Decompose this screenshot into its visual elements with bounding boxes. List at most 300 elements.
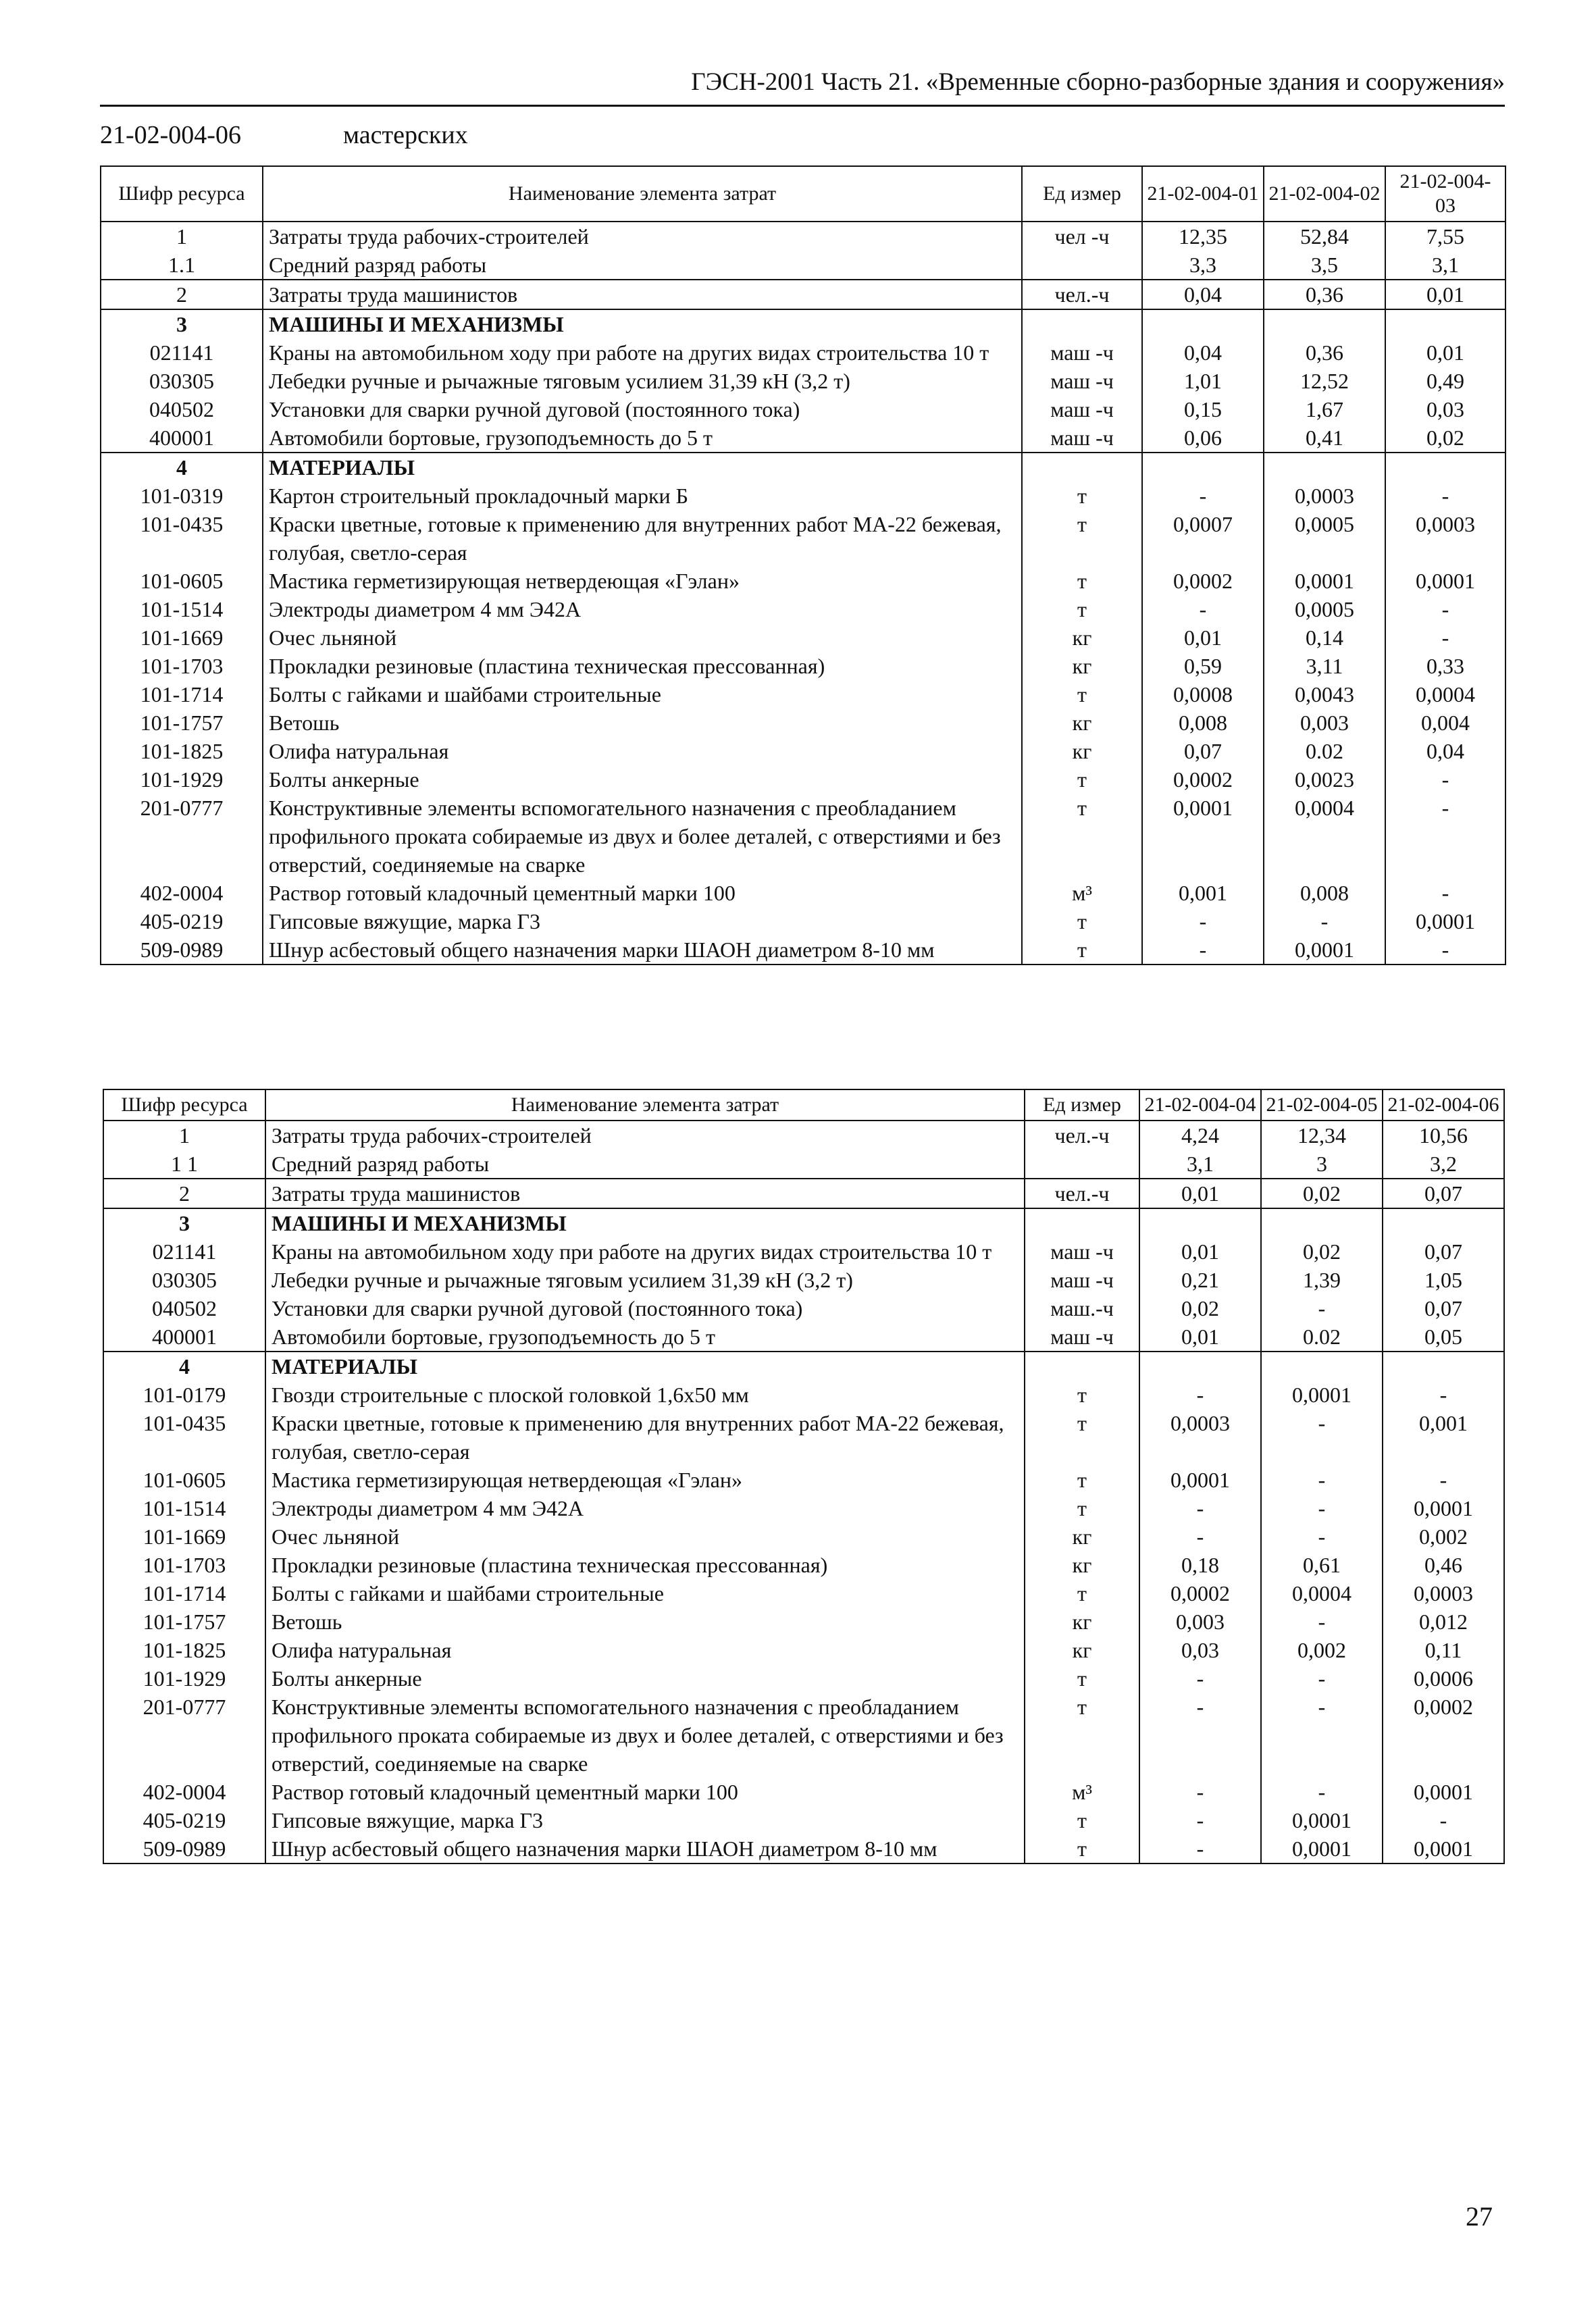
cost-table-2 (103, 1089, 1505, 1864)
norm-value: 0,0001 (1385, 567, 1505, 595)
norm-value: 0,001 (1383, 1409, 1504, 1466)
cost-element-name: Краски цветные, готовые к применению для внутренних работ МА-22 бежевая, голубая, светло-серая (265, 1409, 1025, 1466)
norm-value: - (1385, 765, 1505, 794)
norm-value: 0,01 (1142, 623, 1264, 652)
norm-value: 0,01 (1385, 338, 1505, 367)
unit-cell: т (1022, 935, 1142, 965)
norm-value: 0,07 (1383, 1179, 1504, 1208)
norm-value: 0,003 (1264, 709, 1385, 737)
table-row (103, 1636, 1504, 1664)
table-row (103, 1693, 1504, 1778)
top-code: 21-02-004-06 (100, 121, 241, 149)
norm-value: 3,2 (1383, 1150, 1504, 1179)
unit-cell: т (1022, 765, 1142, 794)
table-row (103, 1381, 1504, 1409)
table-row (103, 1608, 1504, 1636)
table-body (101, 222, 1505, 965)
norm-value: 0,012 (1383, 1608, 1504, 1636)
resource-code: 030305 (103, 1266, 265, 1294)
table-row (101, 879, 1505, 907)
norm-value: - (1261, 1494, 1383, 1522)
norm-value: 0,008 (1264, 879, 1385, 907)
unit-cell: кг (1022, 623, 1142, 652)
cost-element-name: Электроды диаметром 4 мм Э42А (263, 595, 1022, 623)
resource-code: 402-0004 (103, 1778, 265, 1806)
table-row (103, 1266, 1504, 1294)
resource-code: 040502 (103, 1294, 265, 1322)
norm-value: 3,3 (1142, 251, 1264, 280)
norm-value: 0,0002 (1142, 567, 1264, 595)
resource-code: 101-0179 (103, 1381, 265, 1409)
norm-value: 0,01 (1139, 1322, 1261, 1352)
resource-code: 4 (103, 1352, 265, 1381)
cost-element-name: Средний разряд работы (265, 1150, 1025, 1179)
norm-value: 0,0006 (1383, 1664, 1504, 1693)
unit-cell: кг (1025, 1608, 1139, 1636)
table-row (101, 280, 1505, 309)
unit-cell: м³ (1025, 1778, 1139, 1806)
norm-value: 0,0002 (1383, 1693, 1504, 1778)
norm-value: - (1383, 1381, 1504, 1409)
norm-value: 0,0001 (1142, 794, 1264, 879)
table-row (101, 423, 1505, 453)
norm-value: 0,01 (1139, 1179, 1261, 1208)
unit-cell: маш -ч (1022, 367, 1142, 395)
cost-element-name: Болты с гайками и шайбами строительные (265, 1579, 1025, 1608)
resource-code: 101-1703 (101, 652, 263, 680)
norm-value: - (1261, 1294, 1383, 1322)
norm-value (1385, 309, 1505, 338)
norm-value: 0,0004 (1261, 1579, 1383, 1608)
norm-value: - (1383, 1466, 1504, 1494)
table-row (101, 567, 1505, 595)
col-header-code: Шифр ресурса (103, 1089, 265, 1121)
resource-code: 101-0605 (101, 567, 263, 595)
norm-value: - (1139, 1381, 1261, 1409)
resource-code: 2 (103, 1179, 265, 1208)
resource-code: 101-1929 (101, 765, 263, 794)
norm-value (1142, 309, 1264, 338)
norm-value: 1,39 (1261, 1266, 1383, 1294)
table-row (103, 1208, 1504, 1237)
norm-value: 0,06 (1142, 423, 1264, 453)
resource-code: 1 (103, 1121, 265, 1150)
norm-value: - (1261, 1778, 1383, 1806)
norm-value: 0,0003 (1264, 482, 1385, 510)
norm-value (1383, 1208, 1504, 1237)
norm-value (1261, 1352, 1383, 1381)
norm-value: 0,02 (1261, 1179, 1383, 1208)
header-rule (100, 105, 1505, 107)
norm-value: 1,01 (1142, 367, 1264, 395)
table-row (103, 1150, 1504, 1179)
norm-value: 0,49 (1385, 367, 1505, 395)
table-row (101, 794, 1505, 879)
cost-element-name: Гвозди строительные с плоской головкой 1,6х50 мм (265, 1381, 1025, 1409)
unit-cell (1022, 251, 1142, 280)
norm-value: 3,11 (1264, 652, 1385, 680)
resource-code: 400001 (101, 423, 263, 453)
table-row (103, 1579, 1504, 1608)
resource-code: 402-0004 (101, 879, 263, 907)
norm-value: 0,02 (1261, 1237, 1383, 1266)
table-header-row (103, 1089, 1504, 1121)
cost-element-name: Затраты труда рабочих-строителей (263, 222, 1022, 251)
table-row (103, 1121, 1504, 1150)
norm-value: 0,04 (1142, 338, 1264, 367)
cost-element-name: Лебедки ручные и рычажные тяговым усилием 31,39 кН (3,2 т) (263, 367, 1022, 395)
table-row (103, 1664, 1504, 1693)
norm-value: 0,0023 (1264, 765, 1385, 794)
resource-code: 101-0435 (103, 1409, 265, 1466)
cost-element-name: Автомобили бортовые, грузоподъемность до 5 т (265, 1322, 1025, 1352)
unit-cell: кг (1025, 1636, 1139, 1664)
norm-value: 0,004 (1385, 709, 1505, 737)
norm-value: 0,001 (1142, 879, 1264, 907)
table-row (103, 1551, 1504, 1579)
norm-value: 0,41 (1264, 423, 1385, 453)
norm-value: 0,46 (1383, 1551, 1504, 1579)
norm-value: 3,1 (1385, 251, 1505, 280)
unit-cell: кг (1022, 709, 1142, 737)
table-row (101, 737, 1505, 765)
unit-cell: маш -ч (1025, 1266, 1139, 1294)
norm-value: 52,84 (1264, 222, 1385, 251)
col-header-norm: 21-02-004-03 (1385, 166, 1505, 222)
table-row (103, 1322, 1504, 1352)
unit-cell: т (1025, 1806, 1139, 1834)
unit-cell: т (1025, 1834, 1139, 1863)
cost-element-name: Прокладки резиновые (пластина техническая прессованная) (265, 1551, 1025, 1579)
norm-value: 0,0003 (1139, 1409, 1261, 1466)
norm-value: 0,15 (1142, 395, 1264, 423)
cost-element-name: Затраты труда машинистов (263, 280, 1022, 309)
norm-value: 10,56 (1383, 1121, 1504, 1150)
norm-value: 12,35 (1142, 222, 1264, 251)
unit-cell: т (1022, 907, 1142, 935)
norm-value: 0,0001 (1385, 907, 1505, 935)
cost-element-name: Очес льняной (263, 623, 1022, 652)
norm-value: - (1261, 1664, 1383, 1693)
norm-value: - (1142, 935, 1264, 965)
cost-element-name: Средний разряд работы (263, 251, 1022, 280)
cost-element-name: Ветошь (265, 1608, 1025, 1636)
resource-code: 101-1825 (101, 737, 263, 765)
norm-value: 0,01 (1385, 280, 1505, 309)
norm-value: 0,0001 (1383, 1834, 1504, 1863)
cost-element-name: Конструктивные элементы вспомогательного назначения с преобладанием профильного проката собираемые из двух и более деталей, с отверстиями и без отверстий, соединяемые на сварке (265, 1693, 1025, 1778)
table-row (103, 1494, 1504, 1522)
table-body (103, 1121, 1504, 1863)
cost-element-name: Очес льняной (265, 1522, 1025, 1551)
cost-element-name: Гипсовые вяжущие, марка Г3 (263, 907, 1022, 935)
resource-code: 101-1714 (103, 1579, 265, 1608)
norm-value: 0,03 (1385, 395, 1505, 423)
table-row (101, 907, 1505, 935)
resource-code: 021141 (103, 1237, 265, 1266)
norm-value: 3,1 (1139, 1150, 1261, 1179)
norm-value: 0,03 (1139, 1636, 1261, 1664)
norm-value: 0,0008 (1142, 680, 1264, 709)
resource-code: 509-0989 (101, 935, 263, 965)
norm-value (1139, 1208, 1261, 1237)
unit-cell: маш.-ч (1025, 1294, 1139, 1322)
unit-cell: т (1025, 1664, 1139, 1693)
resource-code: 101-0605 (103, 1466, 265, 1494)
resource-code: 201-0777 (101, 794, 263, 879)
table-row (103, 1237, 1504, 1266)
cost-element-name: Болты анкерные (265, 1664, 1025, 1693)
unit-cell (1022, 309, 1142, 338)
table-row (101, 709, 1505, 737)
table-row (101, 680, 1505, 709)
cost-element-name: Автомобили бортовые, грузоподъемность до 5 т (263, 423, 1022, 453)
cost-element-name: Установки для сварки ручной дуговой (постоянного тока) (265, 1294, 1025, 1322)
table-row (101, 765, 1505, 794)
col-header-unit: Ед измер (1022, 166, 1142, 222)
norm-value (1261, 1208, 1383, 1237)
table-row (101, 935, 1505, 965)
resource-code: 405-0219 (103, 1806, 265, 1834)
unit-cell: чел -ч (1022, 222, 1142, 251)
norm-value: 0,002 (1261, 1636, 1383, 1664)
resource-code: 101-1669 (101, 623, 263, 652)
cost-element-name: МАТЕРИАЛЫ (265, 1352, 1025, 1381)
cost-element-name: Мастика герметизирующая нетвердеющая «Гэлан» (263, 567, 1022, 595)
resource-code: 101-1703 (103, 1551, 265, 1579)
norm-value: - (1261, 1608, 1383, 1636)
norm-value: - (1139, 1834, 1261, 1863)
norm-value: - (1385, 935, 1505, 965)
norm-value: - (1385, 595, 1505, 623)
cost-element-name: Гипсовые вяжущие, марка Г3 (265, 1806, 1025, 1834)
norm-value: 4,24 (1139, 1121, 1261, 1150)
norm-value: 3 (1261, 1150, 1383, 1179)
norm-value: 0,0005 (1264, 510, 1385, 567)
cost-element-name: Картон строительный прокладочный марки Б (263, 482, 1022, 510)
cost-element-name: Ветошь (263, 709, 1022, 737)
norm-value: 0,36 (1264, 338, 1385, 367)
unit-cell: кг (1022, 652, 1142, 680)
norm-value: 0,04 (1385, 737, 1505, 765)
norm-value: 0,0001 (1264, 567, 1385, 595)
resource-code: 400001 (103, 1322, 265, 1352)
norm-value: - (1264, 907, 1385, 935)
norm-value: - (1142, 482, 1264, 510)
norm-value: 0,33 (1385, 652, 1505, 680)
unit-cell: т (1022, 482, 1142, 510)
table-row (101, 595, 1505, 623)
unit-cell: чел.-ч (1025, 1121, 1139, 1150)
norm-value: - (1385, 794, 1505, 879)
table-row (103, 1522, 1504, 1551)
cost-element-name: Раствор готовый кладочный цементный марки 100 (265, 1778, 1025, 1806)
unit-cell: т (1025, 1466, 1139, 1494)
table-row (103, 1294, 1504, 1322)
unit-cell: маш -ч (1022, 338, 1142, 367)
cost-element-name: Болты с гайками и шайбами строительные (263, 680, 1022, 709)
norm-value: 0,04 (1142, 280, 1264, 309)
unit-cell: чел.-ч (1025, 1179, 1139, 1208)
norm-value: 0,21 (1139, 1266, 1261, 1294)
resource-code: 021141 (101, 338, 263, 367)
norm-value (1264, 309, 1385, 338)
norm-value: 0,18 (1139, 1551, 1261, 1579)
norm-value: 0,0003 (1385, 510, 1505, 567)
norm-value: 0,0001 (1261, 1806, 1383, 1834)
norm-value: - (1139, 1522, 1261, 1551)
unit-cell: маш -ч (1022, 423, 1142, 453)
unit-cell (1022, 453, 1142, 482)
norm-value: 0,003 (1139, 1608, 1261, 1636)
cost-table-1 (100, 165, 1506, 965)
cost-element-name: Прокладки резиновые (пластина техническая прессованная) (263, 652, 1022, 680)
table-row (101, 482, 1505, 510)
table-row (103, 1834, 1504, 1863)
subtitle: мастерских (343, 121, 468, 149)
table-row (101, 309, 1505, 338)
norm-value (1264, 453, 1385, 482)
norm-value: - (1139, 1778, 1261, 1806)
norm-value: 0,0004 (1264, 794, 1385, 879)
norm-value: - (1261, 1466, 1383, 1494)
norm-value: - (1142, 907, 1264, 935)
unit-cell: маш -ч (1025, 1322, 1139, 1352)
resource-code: 101-1514 (103, 1494, 265, 1522)
table-header-row (101, 166, 1505, 222)
norm-value: 0,0001 (1383, 1494, 1504, 1522)
table-row (101, 652, 1505, 680)
cost-element-name: Олифа натуральная (265, 1636, 1025, 1664)
cost-element-name: Конструктивные элементы вспомогательного назначения с преобладанием профильного проката собираемые из двух и более деталей, с отверстиями и без отверстий, соединяемые на сварке (263, 794, 1022, 879)
norm-value: 0,0002 (1142, 765, 1264, 794)
norm-value: - (1261, 1409, 1383, 1466)
norm-value: 0,07 (1383, 1294, 1504, 1322)
norm-value: - (1139, 1693, 1261, 1778)
unit-cell: чел.-ч (1022, 280, 1142, 309)
resource-code: 101-1825 (103, 1636, 265, 1664)
col-header-name: Наименование элемента затрат (263, 166, 1022, 222)
resource-code: 040502 (101, 395, 263, 423)
cost-element-name: Электроды диаметром 4 мм Э42А (265, 1494, 1025, 1522)
resource-code: 101-1929 (103, 1664, 265, 1693)
norm-value: 12,34 (1261, 1121, 1383, 1150)
norm-value: 0,05 (1383, 1322, 1504, 1352)
norm-value: 0,36 (1264, 280, 1385, 309)
table-row (101, 453, 1505, 482)
norm-value: 0,0043 (1264, 680, 1385, 709)
norm-value: - (1139, 1494, 1261, 1522)
norm-value: 0,0001 (1264, 935, 1385, 965)
cost-element-name: Шнур асбестовый общего назначения марки ШАОН диаметром 8-10 мм (265, 1834, 1025, 1863)
unit-cell: маш -ч (1025, 1237, 1139, 1266)
resource-code: 101-1757 (103, 1608, 265, 1636)
cost-element-name: МАШИНЫ И МЕХАНИЗМЫ (263, 309, 1022, 338)
norm-value: 1,05 (1383, 1266, 1504, 1294)
norm-value: 0,07 (1142, 737, 1264, 765)
unit-cell: т (1025, 1409, 1139, 1466)
resource-code: 1 (101, 222, 263, 251)
resource-code: 201-0777 (103, 1693, 265, 1778)
resource-code: 101-0435 (101, 510, 263, 567)
cost-element-name: Лебедки ручные и рычажные тяговым усилием 31,39 кН (3,2 т) (265, 1266, 1025, 1294)
resource-code: 1.1 (101, 251, 263, 280)
unit-cell: т (1022, 510, 1142, 567)
unit-cell (1025, 1352, 1139, 1381)
unit-cell: т (1025, 1494, 1139, 1522)
resource-code: 101-1714 (101, 680, 263, 709)
table-row (101, 623, 1505, 652)
unit-cell: м³ (1022, 879, 1142, 907)
unit-cell: т (1022, 567, 1142, 595)
cost-element-name: Мастика герметизирующая нетвердеющая «Гэлан» (265, 1466, 1025, 1494)
norm-value: - (1385, 482, 1505, 510)
norm-value: 0,59 (1142, 652, 1264, 680)
resource-code: 3 (103, 1208, 265, 1237)
norm-value (1142, 453, 1264, 482)
table-row (101, 222, 1505, 251)
norm-value: 0,61 (1261, 1551, 1383, 1579)
resource-code: 101-1757 (101, 709, 263, 737)
cost-element-name: Затраты труда машинистов (265, 1179, 1025, 1208)
norm-value: 0,02 (1385, 423, 1505, 453)
resource-code: 101-0319 (101, 482, 263, 510)
table-row (103, 1806, 1504, 1834)
norm-value: 0,0002 (1139, 1579, 1261, 1608)
unit-cell: кг (1022, 737, 1142, 765)
resource-code: 405-0219 (101, 907, 263, 935)
norm-value: 0,01 (1139, 1237, 1261, 1266)
norm-value: - (1261, 1693, 1383, 1778)
page-header: ГЭСН-2001 Часть 21. «Временные сборно-разборные здания и сооружения» (691, 68, 1505, 96)
norm-value: 0,0001 (1261, 1381, 1383, 1409)
cost-element-name: Затраты труда рабочих-строителей (265, 1121, 1025, 1150)
norm-value: - (1139, 1664, 1261, 1693)
norm-value: 7,55 (1385, 222, 1505, 251)
col-header-norm: 21-02-004-01 (1142, 166, 1264, 222)
resource-code: 2 (101, 280, 263, 309)
norm-value: 12,52 (1264, 367, 1385, 395)
table-row (101, 251, 1505, 280)
norm-value: 0,02 (1139, 1294, 1261, 1322)
unit-cell (1025, 1208, 1139, 1237)
norm-value: 0.02 (1264, 737, 1385, 765)
norm-value: 0,07 (1383, 1237, 1504, 1266)
unit-cell: т (1022, 680, 1142, 709)
cost-element-name: Установки для сварки ручной дуговой (постоянного тока) (263, 395, 1022, 423)
cost-element-name: Олифа натуральная (263, 737, 1022, 765)
norm-value (1385, 453, 1505, 482)
col-header-code: Шифр ресурса (101, 166, 263, 222)
resource-code: 509-0989 (103, 1834, 265, 1863)
unit-cell: т (1022, 595, 1142, 623)
norm-value: - (1261, 1522, 1383, 1551)
table-row (101, 395, 1505, 423)
col-header-name: Наименование элемента затрат (265, 1089, 1025, 1121)
resource-code: 4 (101, 453, 263, 482)
norm-value: 0,008 (1142, 709, 1264, 737)
norm-value: 3,5 (1264, 251, 1385, 280)
norm-value: 0,0005 (1264, 595, 1385, 623)
norm-value: 0,002 (1383, 1522, 1504, 1551)
norm-value (1383, 1352, 1504, 1381)
norm-value: 0,14 (1264, 623, 1385, 652)
cost-element-name: МАТЕРИАЛЫ (263, 453, 1022, 482)
norm-value: - (1142, 595, 1264, 623)
table-row (101, 338, 1505, 367)
table-row (103, 1352, 1504, 1381)
norm-value: 0,0001 (1261, 1834, 1383, 1863)
